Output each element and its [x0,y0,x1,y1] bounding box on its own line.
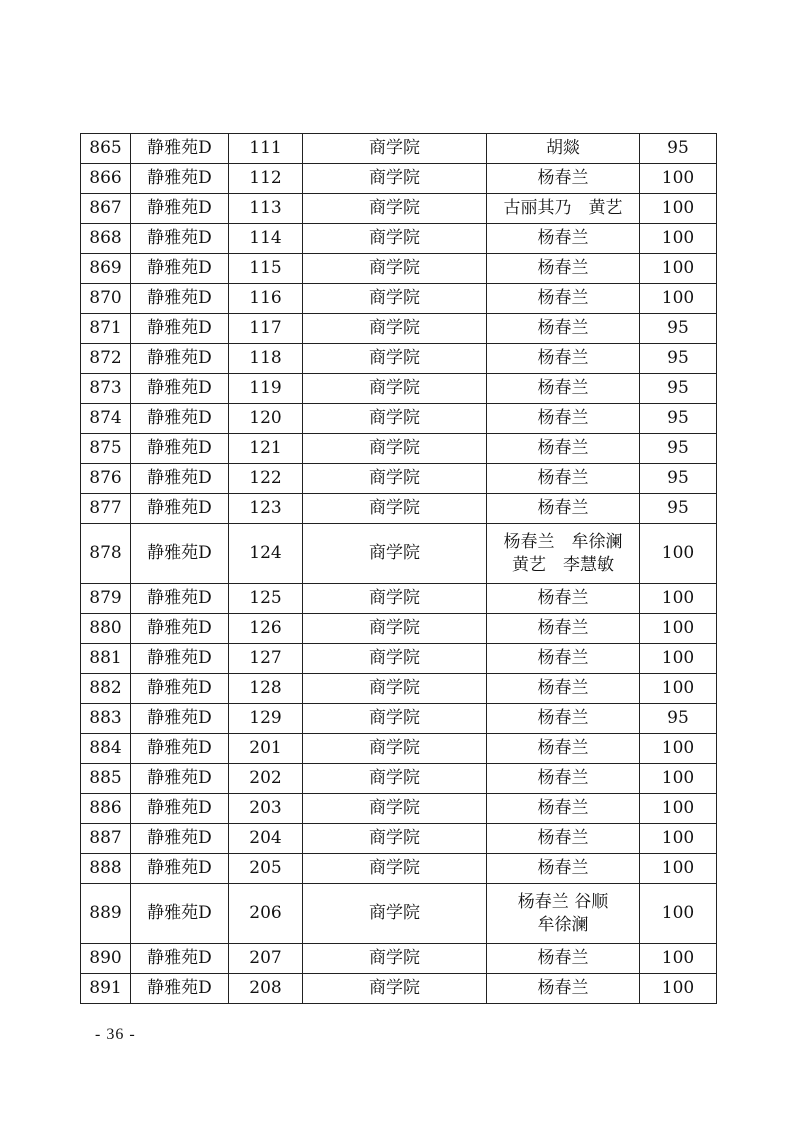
score-cell: 100 [640,614,717,644]
counselor-cell: 杨春兰 [487,944,640,974]
room-number-cell: 201 [229,734,303,764]
counselor-cell: 杨春兰 [487,704,640,734]
row-number-cell: 885 [81,764,131,794]
row-number-cell: 888 [81,854,131,884]
room-number-cell: 113 [229,194,303,224]
college-cell: 商学院 [303,704,487,734]
counselor-cell: 杨春兰 [487,974,640,1004]
counselor-cell: 杨春兰 [487,614,640,644]
score-cell: 100 [640,944,717,974]
building-cell: 静雅苑D [131,434,229,464]
counselor-cell: 杨春兰 [487,254,640,284]
college-cell: 商学院 [303,314,487,344]
room-number-cell: 122 [229,464,303,494]
college-cell: 商学院 [303,224,487,254]
row-number-cell: 886 [81,794,131,824]
row-number-cell: 875 [81,434,131,464]
table-row [81,254,717,284]
room-number-cell: 111 [229,134,303,164]
college-cell: 商学院 [303,944,487,974]
table-row [81,644,717,674]
room-number-cell: 203 [229,794,303,824]
room-number-cell: 127 [229,644,303,674]
counselor-cell: 杨春兰 [487,164,640,194]
room-number-cell: 121 [229,434,303,464]
college-cell: 商学院 [303,254,487,284]
building-cell: 静雅苑D [131,134,229,164]
table-row [81,494,717,524]
score-cell: 95 [640,404,717,434]
room-number-cell: 125 [229,584,303,614]
building-cell: 静雅苑D [131,794,229,824]
college-cell: 商学院 [303,524,487,584]
row-number-cell: 866 [81,164,131,194]
counselor-cell: 杨春兰 [487,404,640,434]
row-number-cell: 871 [81,314,131,344]
college-cell: 商学院 [303,374,487,404]
row-number-cell: 874 [81,404,131,434]
college-cell: 商学院 [303,194,487,224]
college-cell: 商学院 [303,854,487,884]
row-number-cell: 869 [81,254,131,284]
counselor-cell: 杨春兰 [487,644,640,674]
building-cell: 静雅苑D [131,344,229,374]
building-cell: 静雅苑D [131,854,229,884]
table-row [81,164,717,194]
college-cell: 商学院 [303,464,487,494]
college-cell: 商学院 [303,644,487,674]
building-cell: 静雅苑D [131,974,229,1004]
college-cell: 商学院 [303,434,487,464]
row-number-cell: 880 [81,614,131,644]
table-row [81,584,717,614]
score-cell: 100 [640,584,717,614]
counselor-cell: 杨春兰 [487,314,640,344]
score-cell: 95 [640,374,717,404]
building-cell: 静雅苑D [131,824,229,854]
building-cell: 静雅苑D [131,224,229,254]
counselor-cell: 杨春兰 [487,734,640,764]
score-cell: 100 [640,194,717,224]
room-number-cell: 120 [229,404,303,434]
college-cell: 商学院 [303,794,487,824]
room-number-cell: 202 [229,764,303,794]
table-row [81,284,717,314]
counselor-line: 黄艺 李慧敏 [512,554,614,575]
room-number-cell: 204 [229,824,303,854]
room-number-cell: 128 [229,674,303,704]
counselor-cell: 杨春兰 [487,284,640,314]
table-row [81,194,717,224]
college-cell: 商学院 [303,164,487,194]
room-number-cell: 114 [229,224,303,254]
table-row [81,704,717,734]
building-cell: 静雅苑D [131,524,229,584]
college-cell: 商学院 [303,974,487,1004]
counselor-cell: 杨春兰 [487,824,640,854]
table-row [81,824,717,854]
room-number-cell: 206 [229,884,303,944]
room-number-cell: 117 [229,314,303,344]
table-row [81,614,717,644]
counselor-cell: 杨春兰 [487,764,640,794]
room-number-cell: 205 [229,854,303,884]
room-number-cell: 123 [229,494,303,524]
row-number-cell: 890 [81,944,131,974]
building-cell: 静雅苑D [131,644,229,674]
college-cell: 商学院 [303,674,487,704]
table-body [81,134,717,1004]
college-cell: 商学院 [303,614,487,644]
building-cell: 静雅苑D [131,284,229,314]
college-cell: 商学院 [303,494,487,524]
score-cell: 95 [640,314,717,344]
room-number-cell: 129 [229,704,303,734]
room-number-cell: 118 [229,344,303,374]
table-row [81,374,717,404]
college-cell: 商学院 [303,824,487,854]
score-cell: 100 [640,224,717,254]
counselor-cell: 杨春兰 [487,374,640,404]
score-cell: 95 [640,434,717,464]
row-number-cell: 876 [81,464,131,494]
room-number-cell: 116 [229,284,303,314]
college-cell: 商学院 [303,344,487,374]
building-cell: 静雅苑D [131,674,229,704]
table-row [81,434,717,464]
row-number-cell: 891 [81,974,131,1004]
building-cell: 静雅苑D [131,614,229,644]
page-number: - 36 - [95,1026,136,1043]
score-cell: 100 [640,644,717,674]
room-number-cell: 124 [229,524,303,584]
building-cell: 静雅苑D [131,314,229,344]
table-row [81,854,717,884]
row-number-cell: 868 [81,224,131,254]
college-cell: 商学院 [303,884,487,944]
score-cell: 100 [640,734,717,764]
building-cell: 静雅苑D [131,584,229,614]
building-cell: 静雅苑D [131,884,229,944]
table-row [81,734,717,764]
table-row [81,674,717,704]
dorm-inspection-table [80,133,717,1004]
building-cell: 静雅苑D [131,404,229,434]
counselor-cell: 杨春兰 [487,494,640,524]
counselor-line: 杨春兰 谷顺 [517,891,609,912]
score-cell: 95 [640,344,717,374]
counselor-cell: 胡燚 [487,134,640,164]
row-number-cell: 865 [81,134,131,164]
table-row [81,944,717,974]
room-number-cell: 126 [229,614,303,644]
row-number-cell: 870 [81,284,131,314]
score-cell: 100 [640,164,717,194]
table-row [81,344,717,374]
college-cell: 商学院 [303,404,487,434]
building-cell: 静雅苑D [131,194,229,224]
building-cell: 静雅苑D [131,734,229,764]
college-cell: 商学院 [303,734,487,764]
building-cell: 静雅苑D [131,254,229,284]
college-cell: 商学院 [303,764,487,794]
table-row [81,884,717,944]
table-row [81,134,717,164]
score-cell: 95 [640,494,717,524]
row-number-cell: 884 [81,734,131,764]
counselor-cell: 杨春兰 [487,674,640,704]
row-number-cell: 883 [81,704,131,734]
college-cell: 商学院 [303,134,487,164]
counselor-line: 杨春兰 牟徐澜 [503,531,623,552]
score-cell: 100 [640,764,717,794]
score-cell: 100 [640,284,717,314]
score-cell: 95 [640,134,717,164]
score-cell: 100 [640,674,717,704]
table-row [81,524,717,584]
counselor-cell [487,884,640,944]
counselor-cell: 杨春兰 [487,794,640,824]
score-cell: 100 [640,824,717,854]
row-number-cell: 879 [81,584,131,614]
college-cell: 商学院 [303,284,487,314]
counselor-cell: 杨春兰 [487,854,640,884]
score-cell: 100 [640,254,717,284]
row-number-cell: 881 [81,644,131,674]
row-number-cell: 889 [81,884,131,944]
score-cell: 100 [640,524,717,584]
table-row [81,314,717,344]
counselor-cell: 杨春兰 [487,464,640,494]
building-cell: 静雅苑D [131,494,229,524]
table-row [81,224,717,254]
score-cell: 95 [640,464,717,494]
counselor-line: 牟徐澜 [537,914,589,935]
counselor-cell: 杨春兰 [487,584,640,614]
row-number-cell: 878 [81,524,131,584]
building-cell: 静雅苑D [131,764,229,794]
row-number-cell: 882 [81,674,131,704]
counselor-cell: 杨春兰 [487,434,640,464]
row-number-cell: 873 [81,374,131,404]
college-cell: 商学院 [303,584,487,614]
row-number-cell: 872 [81,344,131,374]
building-cell: 静雅苑D [131,464,229,494]
score-cell: 100 [640,794,717,824]
building-cell: 静雅苑D [131,164,229,194]
room-number-cell: 112 [229,164,303,194]
table-row [81,974,717,1004]
building-cell: 静雅苑D [131,944,229,974]
counselor-cell: 古丽其乃 黄艺 [487,194,640,224]
score-cell: 100 [640,974,717,1004]
room-number-cell: 115 [229,254,303,284]
room-number-cell: 208 [229,974,303,1004]
score-cell: 100 [640,854,717,884]
score-cell: 95 [640,704,717,734]
row-number-cell: 867 [81,194,131,224]
counselor-cell: 杨春兰 [487,344,640,374]
building-cell: 静雅苑D [131,374,229,404]
room-number-cell: 119 [229,374,303,404]
row-number-cell: 877 [81,494,131,524]
row-number-cell: 887 [81,824,131,854]
table-row [81,404,717,434]
table-row [81,464,717,494]
room-number-cell: 207 [229,944,303,974]
table-row [81,764,717,794]
building-cell: 静雅苑D [131,704,229,734]
counselor-cell: 杨春兰 [487,224,640,254]
score-cell: 100 [640,884,717,944]
table-row [81,794,717,824]
counselor-cell [487,524,640,584]
